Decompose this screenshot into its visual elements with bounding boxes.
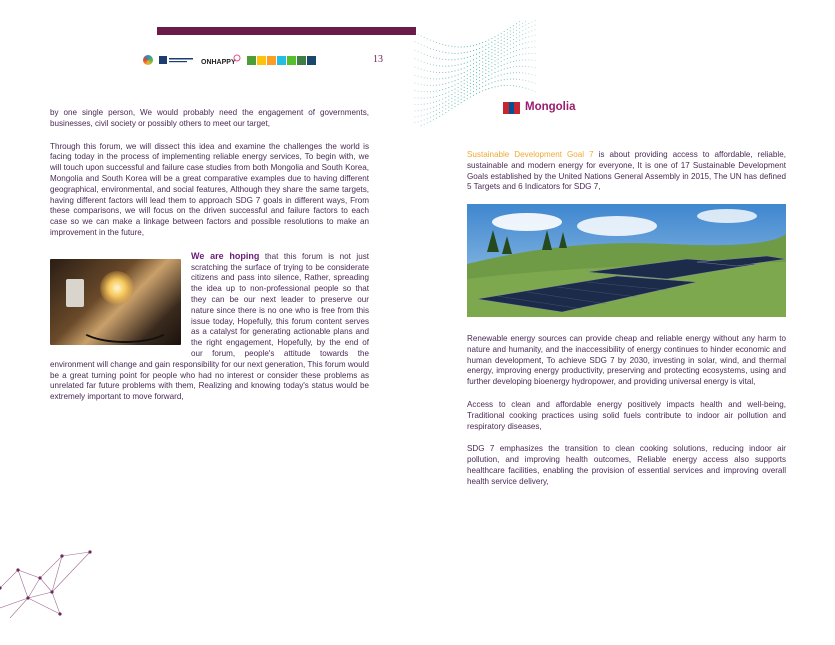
dotted-wave-graphic — [410, 18, 540, 128]
left-paragraph-3-body: that this forum is not just scratching the surface of trying to be considerate citizens and pass into silence, Rather, spreading the idea up to non-professional people so that they can be our next leader to preserve our nature since there is no one who is free from this issue today, Hopefully, this forum content serves as a catalyst for generating actionable plans and the right engagement, Hopefully, by the end of our forum, people's attitude towards the environment will change and gain responsibility for our next generation, This forum would be a great turning point for people who had no interest or consider these problems as unrelated far future problems with them, Realizing and knowing today's status would be extremely important to move forward, — [50, 251, 369, 402]
header-accent-bar — [157, 27, 416, 35]
right-paragraph-3: Access to clean and affordable energy positively impacts health and well-being, Traditional cooking practices using solid fuels contribute to indoor air pollution and respiratory diseases, — [467, 399, 786, 431]
cable-shape — [78, 309, 172, 343]
right-column — [467, 150, 786, 205]
network-graphic — [0, 548, 98, 618]
solar-panels-photo — [467, 204, 786, 317]
svg-text:ONHAPPY: ONHAPPY — [201, 59, 236, 66]
right-column-lower — [467, 334, 786, 500]
left-paragraph-2: Through this forum, we will dissect this idea and examine the challenges the world is facing today in the process of implementing reliable energy services, To begin with, we will touch upon successful and failure case studies from both Mongolia and South Korea, Mongolia and South Korea will be a great comparative examples due to having different geographical, environmental, and social features, Although they share the same targets, having different factors will lead them to approach SDG 7 goals in different ways, From these comparisons, we will focus on the driven successful and failure factors to each case so we can make a linkage between factors and possible resolutions to make an improvement in the future, — [50, 141, 369, 237]
onhappy-logo — [201, 54, 241, 66]
page-number: 13 — [373, 54, 383, 65]
hoping-lead-text: We are hoping — [191, 250, 260, 261]
right-paragraph-1-body: is about providing access to affordable, reliable, sustainable and modern energy for everyone, It is one of 17 Sustainable Development Goals established by the United Nations General Assembly in 2015, The UN has defined 5 Targets and 6 Indicators for SDG 7, — [467, 150, 786, 192]
ministry-of-education-logo — [143, 54, 153, 66]
section-title: Mongolia — [525, 101, 576, 113]
right-paragraph-2: Renewable energy sources can provide cheap and reliable energy without any harm to nature and humanity, and the inaccessibility of energy continues to hinder economic and human development, To achieve SDG 7 by 2030, investing in solar, wind, and thermal energy, improving energy productivity, preserving and protecting ecosystems, using and further developing bioenergy hydropower, and providing universal energy is vital, — [467, 334, 786, 387]
wall-socket-shape — [66, 279, 84, 307]
bulb-glow-shape — [100, 271, 134, 305]
mongolia-flag-icon — [503, 102, 520, 114]
light-bulb-photo — [50, 259, 181, 345]
left-column — [50, 108, 369, 415]
partner-logos — [143, 52, 316, 68]
left-paragraph-1: by one single person, We would probably need the engagement of governments, businesses, civil society or possibly others to meet our target, — [50, 108, 369, 128]
sdg-icons-strip — [247, 56, 316, 65]
right-paragraph-1 — [467, 150, 786, 193]
right-paragraph-4: SDG 7 emphasizes the transition to clean cooking solutions, reducing indoor air pollution, and improving health outcomes, Reliable energy access also supports healthcare facilities, enabling the provision of essential services and improving overall health service delivery, — [467, 444, 786, 486]
unesco-logo — [159, 54, 195, 66]
sdg7-link[interactable]: Sustainable Development Goal 7 — [467, 150, 594, 159]
